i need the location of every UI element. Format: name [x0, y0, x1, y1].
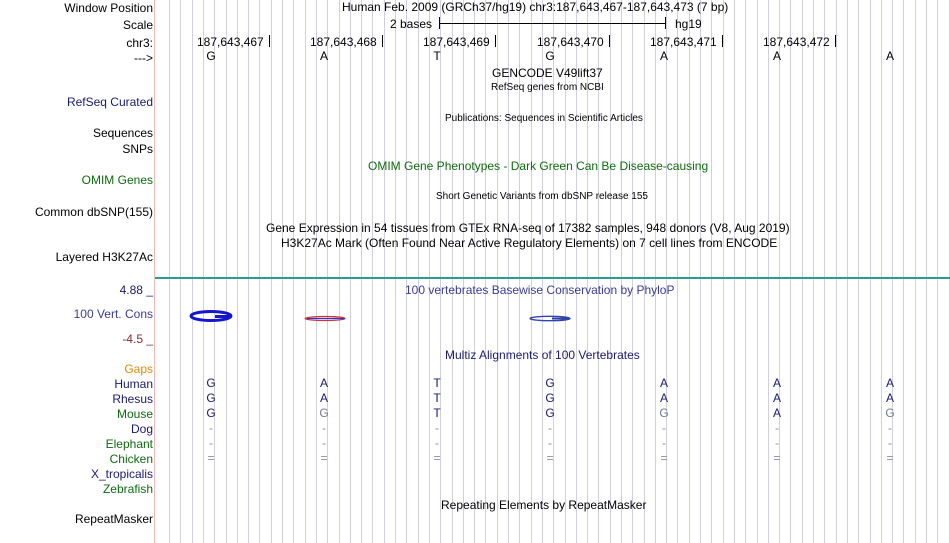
- alignment-base: A: [659, 391, 668, 405]
- omim-track-label[interactable]: OMIM Genes: [81, 173, 153, 187]
- alignment-base: =: [546, 451, 554, 465]
- species-label-human[interactable]: Human: [114, 377, 153, 391]
- alignment-base: -: [775, 436, 779, 450]
- guide-line: [259, 0, 260, 543]
- alignment-base: -: [209, 421, 213, 435]
- alignment-base: =: [660, 451, 668, 465]
- species-label-x_tropicalis[interactable]: X_tropicalis: [90, 467, 153, 481]
- scale-assembly: hg19: [675, 17, 702, 31]
- guide-line: [937, 0, 938, 543]
- guide-line: [745, 0, 746, 543]
- alignment-base: -: [888, 436, 892, 450]
- guide-line: [192, 0, 193, 543]
- guide-line: [903, 0, 904, 543]
- alignment-base: -: [888, 421, 892, 435]
- ruler-tick: [835, 35, 836, 47]
- guide-line: [610, 0, 611, 543]
- guide-line: [858, 0, 859, 543]
- guide-line: [452, 0, 453, 543]
- guide-line: [813, 0, 814, 543]
- species-label-rhesus[interactable]: Rhesus: [112, 392, 153, 406]
- ruler-tick: [609, 35, 610, 47]
- guide-line: [824, 0, 825, 543]
- alignment-base: T: [433, 391, 441, 405]
- label-divider: [154, 0, 155, 543]
- ruler-position: 187,643,469: [423, 35, 490, 49]
- snps-track-label[interactable]: SNPs: [122, 142, 153, 156]
- alignment-base: =: [207, 451, 215, 465]
- alignment-base: A: [772, 406, 781, 420]
- alignment-base: G: [659, 406, 669, 420]
- alignment-base: =: [886, 451, 894, 465]
- alignment-base: A: [659, 376, 668, 390]
- scale-bar-left-tick: [439, 17, 440, 29]
- alignment-base: =: [773, 451, 781, 465]
- phylop-max-label: 4.88 _: [119, 283, 153, 297]
- multiz-track-title[interactable]: Multiz Alignments of 100 Vertebrates: [445, 348, 640, 362]
- scale-bar-right-tick: [665, 17, 666, 29]
- guide-line: [870, 0, 871, 543]
- guide-line: [700, 0, 701, 543]
- guide-line: [418, 0, 419, 543]
- guide-line: [926, 0, 927, 543]
- guide-line: [282, 0, 283, 543]
- species-label-zebrafish[interactable]: Zebrafish: [102, 482, 153, 496]
- phylop-min-label: -4.5 _: [122, 332, 153, 346]
- guide-line: [836, 0, 837, 543]
- guide-line: [339, 0, 340, 543]
- alignment-base: -: [548, 436, 552, 450]
- ruler-position: 187,643,472: [763, 35, 830, 49]
- alignment-base: G: [885, 406, 895, 420]
- guide-line: [271, 0, 272, 543]
- alignment-base: A: [319, 376, 328, 390]
- ruler-base: A: [319, 49, 328, 63]
- guide-line: [350, 0, 351, 543]
- species-label-mouse[interactable]: Mouse: [116, 407, 153, 421]
- guide-line: [644, 0, 645, 543]
- guide-line: [372, 0, 373, 543]
- guide-line: [757, 0, 758, 543]
- alignment-base: A: [885, 391, 894, 405]
- ruler-position: 187,643,471: [650, 35, 717, 49]
- alignment-base: -: [435, 421, 439, 435]
- refseq-track-title[interactable]: RefSeq genes from NCBI: [491, 82, 604, 93]
- publications-track-title[interactable]: Publications: Sequences in Scientific Articles: [445, 113, 643, 124]
- guide-line: [632, 0, 633, 543]
- dbsnp-track-title[interactable]: Short Genetic Variants from dbSNP release 155: [436, 191, 648, 202]
- dbsnp-track-label[interactable]: Common dbSNP(155): [34, 205, 153, 219]
- repeatmasker-track-label[interactable]: RepeatMasker: [74, 512, 153, 526]
- alignment-base: G: [319, 406, 329, 420]
- ruler-base: A: [659, 49, 668, 63]
- alignment-base: G: [545, 391, 555, 405]
- gencode-track-title[interactable]: GENCODE V49lift37: [492, 66, 603, 80]
- cons-track-label[interactable]: 100 Vert. Cons: [73, 307, 153, 321]
- omim-track-title[interactable]: OMIM Gene Phenotypes - Dark Green Can Be Disease-causing: [368, 159, 709, 173]
- species-label-chicken[interactable]: Chicken: [109, 452, 153, 466]
- chrom-label: chr3:: [126, 36, 153, 50]
- alignment-base: G: [545, 376, 555, 390]
- ruler-tick: [495, 35, 496, 47]
- alignment-base: T: [433, 376, 441, 390]
- phylop-track-title[interactable]: 100 vertebrates Basewise Conservation by PhyloP: [405, 283, 675, 297]
- ruler-base: G: [545, 49, 555, 63]
- alignment-base: =: [433, 451, 441, 465]
- ruler-tick: [382, 35, 383, 47]
- alignment-base: -: [322, 436, 326, 450]
- ruler-base: G: [206, 49, 216, 63]
- ruler-tick: [722, 35, 723, 47]
- guide-line: [226, 0, 227, 543]
- refseq-track-label[interactable]: RefSeq Curated: [66, 95, 153, 109]
- alignment-base: T: [433, 406, 441, 420]
- window-position-text: Human Feb. 2009 (GRCh37/hg19) chr3:187,643,467-187,643,473 (7 bp): [342, 0, 729, 14]
- alignment-base: =: [320, 451, 328, 465]
- conservation-separator: [155, 277, 950, 279]
- ruler-position: 187,643,468: [310, 35, 377, 49]
- h3k27ac-track-title[interactable]: H3K27Ac Mark (Often Found Near Active Regulatory Elements) on 7 cell lines from ENCODE: [281, 236, 778, 250]
- sequences-track-label[interactable]: Sequences: [92, 126, 153, 140]
- ruler-base: A: [885, 49, 894, 63]
- alignment-base: A: [319, 391, 328, 405]
- alignment-base: -: [662, 421, 666, 435]
- guide-line: [677, 0, 678, 543]
- alignment-base: -: [435, 436, 439, 450]
- scale-text: 2 bases: [390, 17, 433, 31]
- repeatmasker-track-title[interactable]: Repeating Elements by RepeatMasker: [441, 498, 647, 512]
- guide-line: [790, 0, 791, 543]
- guide-line: [734, 0, 735, 543]
- species-label-elephant[interactable]: Elephant: [105, 437, 153, 451]
- conservation-glyph-g2: [528, 315, 574, 323]
- guide-line: [723, 0, 724, 543]
- guide-line: [293, 0, 294, 543]
- gtex-track-title[interactable]: Gene Expression in 54 tissues from GTEx RNA-seq of 17382 samples, 948 donors (V8, Aug 2019): [266, 221, 790, 235]
- guide-line: [711, 0, 712, 543]
- alignment-base: -: [775, 421, 779, 435]
- conservation-glyph-a: [303, 315, 349, 323]
- window-position-label: Window Position: [64, 1, 153, 15]
- h3k27ac-track-label[interactable]: Layered H3K27Ac: [55, 250, 153, 264]
- alignment-base: A: [885, 376, 894, 390]
- strand-label: --->: [134, 51, 153, 65]
- species-label-dog[interactable]: Dog: [130, 422, 153, 436]
- alignment-base: -: [662, 436, 666, 450]
- guide-line: [915, 0, 916, 543]
- ruler-base: T: [433, 49, 441, 63]
- alignment-base: -: [548, 421, 552, 435]
- alignment-base: G: [206, 406, 216, 420]
- guide-line: [180, 0, 181, 543]
- guide-line: [237, 0, 238, 543]
- guide-line: [621, 0, 622, 543]
- conservation-glyph-g: [189, 310, 235, 322]
- guide-line: [384, 0, 385, 543]
- guide-line: [406, 0, 407, 543]
- guide-line: [802, 0, 803, 543]
- guide-line: [463, 0, 464, 543]
- alignment-base: G: [206, 391, 216, 405]
- guide-line: [248, 0, 249, 543]
- scale-bar: [439, 23, 665, 24]
- guide-line: [689, 0, 690, 543]
- ruler-position: 187,643,467: [197, 35, 264, 49]
- scale-label: Scale: [122, 18, 153, 32]
- gaps-label: Gaps: [124, 362, 153, 376]
- alignment-base: G: [206, 376, 216, 390]
- ruler-tick: [269, 35, 270, 47]
- guide-line: [485, 0, 486, 543]
- guide-line: [474, 0, 475, 543]
- guide-line: [169, 0, 170, 543]
- alignment-base: -: [209, 436, 213, 450]
- ruler-position: 187,643,470: [537, 35, 604, 49]
- guide-line: [847, 0, 848, 543]
- guide-line: [395, 0, 396, 543]
- alignment-base: A: [772, 376, 781, 390]
- guide-line: [305, 0, 306, 543]
- ruler-base: A: [772, 49, 781, 63]
- guide-line: [361, 0, 362, 543]
- alignment-base: G: [545, 406, 555, 420]
- alignment-base: A: [772, 391, 781, 405]
- alignment-base: -: [322, 421, 326, 435]
